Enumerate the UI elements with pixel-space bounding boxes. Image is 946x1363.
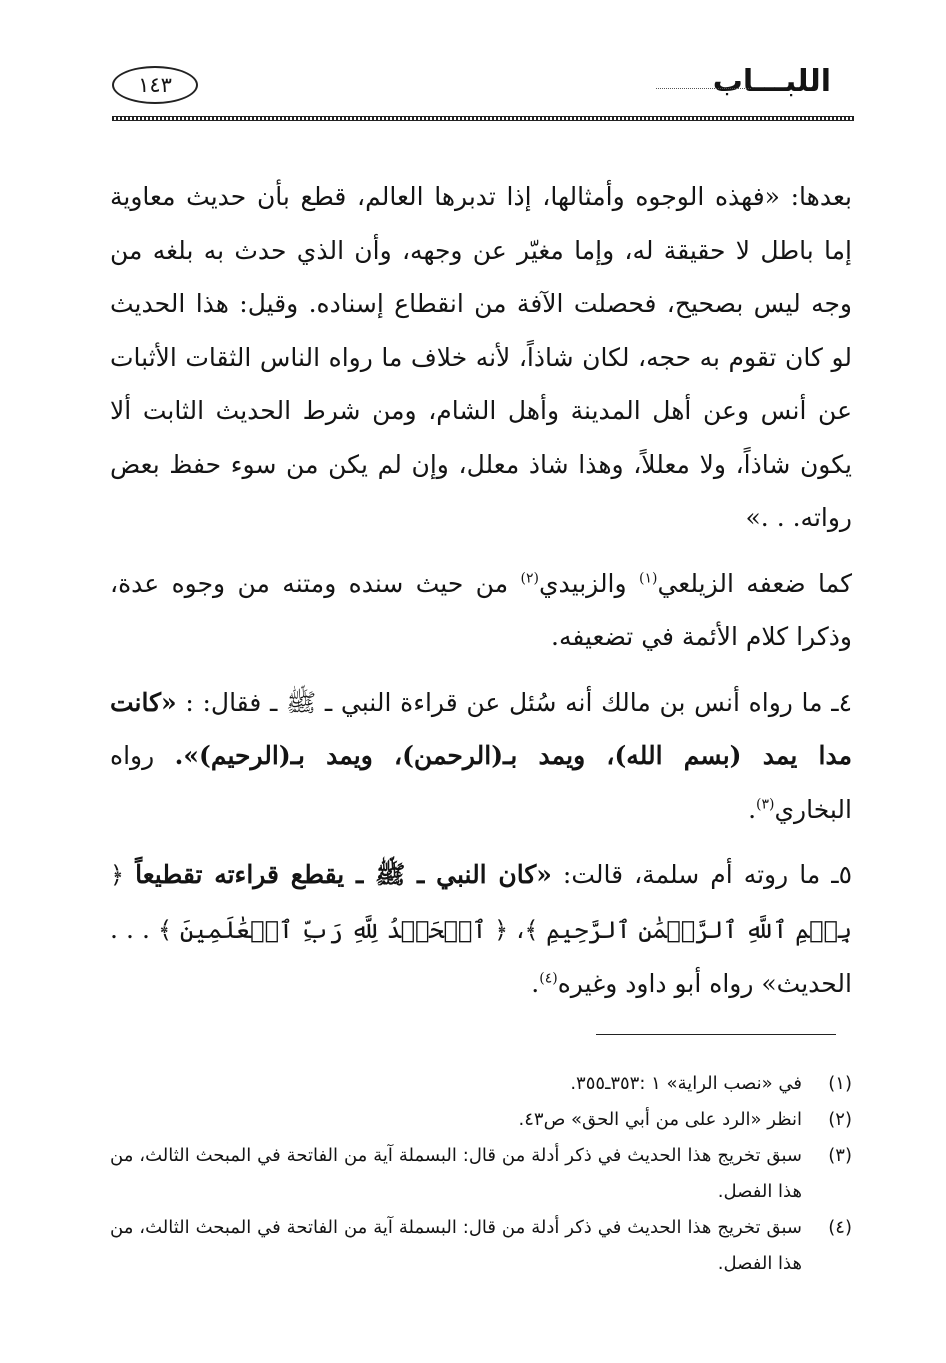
footnote-text: انظر «الرد على من أبي الحق» ص٤٣. [518,1109,802,1130]
footnote-text: في «نصب الراية» ١ :٣٥٣ـ٣٥٥. [570,1073,802,1094]
footnote-3 [110,1138,852,1210]
paragraph-4-text-c: رواه أبو داود وغيره [557,969,754,998]
footnote-number: (٢) [828,1109,852,1130]
paragraph-2-text-c: من حيث سنده ومتنه من وجوه عدة، وذكرا كلام الأئمة في تضعيفه. [110,568,852,651]
quran-verse-basmala: ﴿ بِسۡمِ ٱللَّهِ ٱلرَّحۡمَٰنِ ٱلرَّحِيمِ ﴾ [110,861,853,944]
footnote-number: (٤) [828,1217,852,1238]
paragraph-3 [110,676,852,837]
main-text [110,170,852,1011]
paragraph-3-text-c: . [748,794,757,824]
footnote-separator [596,1034,836,1035]
footnote-ref-1[interactable]: (١) [638,570,658,587]
footnote-number: (١) [828,1073,852,1094]
footnote-text: سبق تخريج هذا الحديث في ذكر أدلة من قال: البسملة آية من الفاتحة في المبحث الثالث، من هذا الفصل. [110,1145,802,1202]
footnote-ref-3[interactable]: (٣) [756,796,775,813]
paragraph-2-text-a: كما ضعفه الزيلعي [657,568,852,598]
header-dash-ornament [656,88,751,89]
footnote-1 [110,1066,852,1102]
paragraph-1: بعدها: «فهذه الوجوه وأمثالها، إذا تدبرها العالم، قطع بأن حديث معاوية إما باطل لا حقيقة له، وإما مغيّر عن وجهه، وأن الذي حدث به بلغه من وجه ليس بصحيح، فحصلت الآفة من انقطاع إسناده. وقيل: هذا الحديث لو كان تقوم به حجه، لكان شاذاً، لأنه خلاف ما رواه الناس الثقات الأثبات عن أنس وعن أهل المدينة وأهل الشام، ومن شرط الحديث الثابت ألا يكون شاذاً، ولا معللاً، وهذا شاذ معلل، وإن لم يكن من سوء حفظ بعض رواته. . .» [110,182,852,532]
paragraph-4-text-a: ٥ـ ما روته أم سلمة، قالت: [551,860,853,889]
footnote-ref-4[interactable]: (٤) [539,970,558,987]
paragraph-3-text-b: رواه البخاري [110,741,852,824]
footnotes [110,1066,852,1282]
paragraph-3-text-a: ٤ـ ما رواه أنس بن مالك أنه سُئل عن قراءة النبي ـ ﷺ ـ فقال: : [185,687,852,717]
paragraph-4-text-b: . . . الحديث» [110,914,852,998]
hadith-quote-anas: «كانت مدا يمد (بسم الله)، ويمد بـ(الرحمن)، ويمد بـ(الرحيم)». [110,687,852,770]
hadith-quote-umm-salama: «كان النبي ـ ﷺ ـ يقطع قراءته تقطيعاً [135,860,552,889]
paragraph-2-text-b: والزبيدي [538,568,639,598]
footnote-4 [110,1210,852,1282]
quran-verse-hamd: ﴿ ٱلۡحَمۡدُ لِلَّهِ رَبِّ ٱلۡعَٰلَمِينَ ﴾ [158,915,509,944]
paragraph-4 [110,848,852,1011]
paragraph-4-text-d: . [531,969,540,998]
footnote-number: (٣) [828,1145,852,1166]
page-number: ١٤٣ [138,73,172,97]
footnote-2 [110,1102,852,1138]
page-number-oval [112,66,198,104]
paragraph-2 [110,557,852,664]
verse-separator: ، [508,914,525,944]
header-rule [112,116,854,121]
footnote-text: سبق تخريج هذا الحديث في ذكر أدلة من قال: البسملة آية من الفاتحة في المبحث الثالث، من هذا الفصل. [110,1217,802,1274]
running-header-title: اللبـــاب [712,64,831,99]
footnote-ref-2[interactable]: (٢) [520,570,539,587]
